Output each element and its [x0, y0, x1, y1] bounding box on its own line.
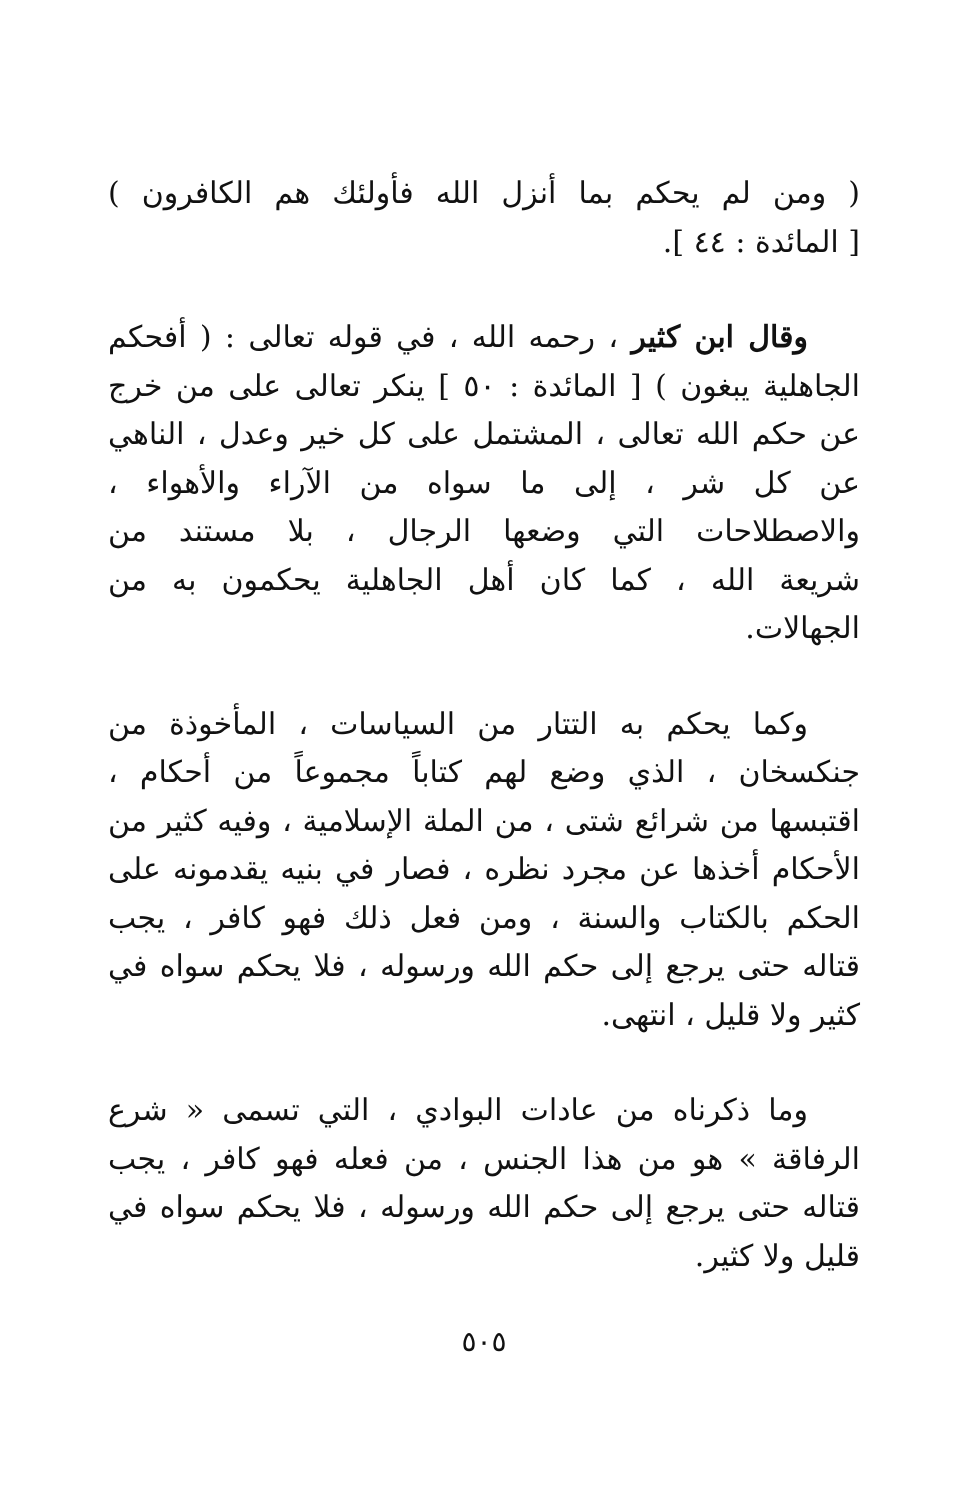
paragraph-line-text: ، رحمه الله ، في قوله تعالى : ( أفحكم [108, 320, 619, 355]
paragraph-line: الجاهلية يبغون ) [ المائدة : ٥٠ ] ينكر تعالى على من خرج [108, 368, 860, 404]
paragraph-line: عن كل شر ، إلى ما سواه من الآراء والأهواء ، [108, 465, 860, 501]
paragraph-line: اقتبسها من شرائع شتى ، من الملة الإسلامية ، وفيه كثير من [108, 803, 860, 839]
paragraph-line: قتاله حتى يرجع إلى حكم الله ورسوله ، فلا يحكم سواه في [108, 1190, 860, 1225]
paragraph-line: وكما يحكم به التتار من السياسات ، المأخوذة من [108, 706, 808, 742]
paragraph-line: الأحكام أخذها عن مجرد نظره ، فصار في بنيه يقدمونه على [108, 852, 860, 887]
paragraph-tatars [108, 701, 860, 1041]
paragraph-line: الجهالات. [745, 611, 860, 646]
paragraph-line: شريعة الله ، كما كان أهل الجاهلية يحكمون به من [108, 562, 860, 598]
page-number: ٥٠٥ [461, 1325, 507, 1358]
quote-line: ( ومن لم يحكم بما أنزل الله فأولئك هم الكافرون ) [108, 176, 860, 211]
paragraph-bedouin-customs [108, 1087, 860, 1281]
quote-citation: [ المائدة : ٤٤ ]. [662, 224, 860, 260]
paragraph-line: وما ذكرناه من عادات البوادي ، التي تسمى « شرع [108, 1093, 808, 1128]
page-body [108, 170, 860, 1281]
paragraph-line: كثير ولا قليل ، انتهى. [601, 997, 860, 1033]
quran-quote [108, 170, 860, 267]
paragraph-line [108, 314, 860, 363]
paragraph-line: قتاله حتى يرجع إلى حكم الله ورسوله ، فلا يحكم سواه في [108, 949, 860, 984]
paragraph-line: الرفاقة » هو من هذا الجنس ، من فعله فهو كافر ، يجب [108, 1141, 860, 1177]
paragraph-line: والاصطلاحات التي وضعها الرجال ، بلا مستند من [108, 514, 860, 549]
speaker-name: وقال ابن كثير [631, 320, 808, 355]
paragraph-line: قليل ولا كثير. [694, 1238, 860, 1274]
paragraph-ibn-kathir [108, 314, 860, 654]
paragraph-line: عن حكم الله تعالى ، المشتمل على كل خير وعدل ، الناهي [108, 417, 860, 452]
paragraph-line: جنكسخان ، الذي وضع لهم كتاباً مجموعاً من أحكام ، [108, 755, 860, 790]
paragraph-line: الحكم بالكتاب والسنة ، ومن فعل ذلك فهو كافر ، يجب [108, 900, 860, 936]
